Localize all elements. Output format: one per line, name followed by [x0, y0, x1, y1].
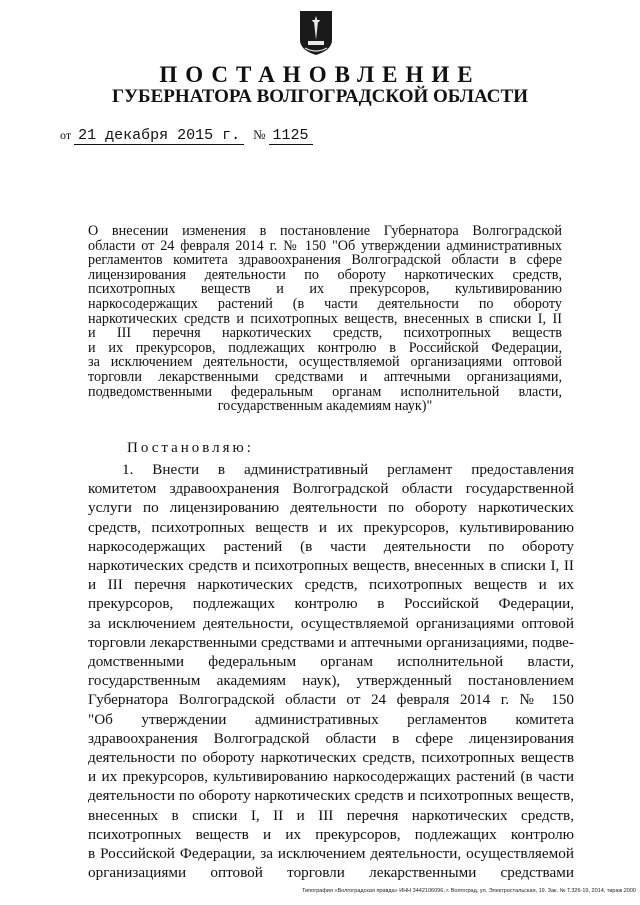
title-line: и их прекурсоров, подлежащих контролю в Российской Федерации, — [88, 339, 562, 356]
body-line: и III перечня наркотических средств, психотропных веществ и их — [88, 576, 574, 594]
title-line: психотропных веществ и их прекурсоров, культивированию — [88, 281, 562, 298]
body-line: услуги по лицензированию деятельности по обороту наркотических — [88, 499, 574, 517]
title-line: О внесении изменения в постановление Губернатора Волгоградской — [88, 223, 562, 239]
coat-of-arms-emblem-icon — [299, 10, 333, 56]
number-prefix: № — [253, 127, 266, 142]
printer-footer-note: Типография «Волгоградская правда» ИНН 3442106096, г. Волгоград, ул. Электростальская, 19. Зак. № Т.326-19, 2014, тираж 2000 — [302, 888, 636, 894]
document-title — [88, 224, 562, 414]
body-paragraph — [88, 460, 574, 882]
date-prefix: от — [60, 128, 72, 142]
title-line: и III перечня наркотических средств, психотропных веществ — [88, 325, 562, 342]
body-line: торговли лекарственными средствами и аптечными организациями, подве- — [88, 633, 574, 651]
title-line: регламентов комитета здравоохранения Волгоградской области в сфере — [88, 252, 562, 269]
body-line: и их прекурсоров, культивированию наркосодержащих растений (в части — [88, 768, 574, 786]
body-line: внесенных в списки I, II и III перечня наркотических средств, — [88, 806, 574, 824]
body-line: организациями оптовой торговли лекарственными средствами — [88, 864, 574, 882]
body-line: психотропных веществ и их прекурсоров, подлежащих контролю — [88, 825, 574, 843]
registration-line — [60, 127, 313, 145]
body-line: деятельности по обороту наркотических средств и психотропных веществ, — [88, 787, 574, 805]
body-line: средств, психотропных веществ и их прекурсоров, культивированию — [88, 518, 574, 536]
document-type-heading: ПОСТАНОВЛЕНИЕ — [159, 62, 481, 87]
body-line: за исключением деятельности, осуществляемой организациями оптовой — [88, 614, 574, 632]
title-line: наркотических средств и психотропных веществ, внесенных в списки I, II — [88, 310, 562, 327]
document-number: 1125 — [269, 127, 313, 145]
body-line: домственными федеральным органам исполнительной власти, — [88, 653, 574, 671]
body-line: 1. Внести в административный регламент предоставления — [122, 461, 574, 478]
title-line: государственным академиям наук)" — [217, 398, 433, 415]
document-date: 21 декабря 2015 г. — [74, 127, 244, 145]
document-issuer-heading: ГУБЕРНАТОРА ВОЛГОГРАДСКОЙ ОБЛАСТИ — [112, 86, 528, 107]
title-line: торговли лекарственными средствами и аптечными организациями, — [88, 368, 562, 385]
title-line: области от 24 февраля 2014 г. № 150 "Об утверждении административных — [88, 237, 562, 254]
body-line: наркосодержащих растений (в части деятельности по обороту — [88, 537, 574, 555]
body-line: в Российской Федерации, за исключением деятельности, осуществляемой — [88, 845, 574, 863]
body-line: деятельности по обороту наркотических средств, психотропных веществ — [88, 749, 574, 767]
body-line: комитетом здравоохранения Волгоградской области государственной — [88, 480, 574, 498]
title-line: за исключением деятельности, осуществляемой организациями оптовой — [88, 354, 562, 371]
body-line: Губернатора Волгоградской области от 24 февраля 2014 г. № 150 — [88, 691, 574, 709]
resolve-word: Постановляю: — [127, 440, 254, 456]
body-line: государственным академиям наук), утвержденный постановлением — [88, 672, 574, 690]
body-line: здравоохранения Волгоградской области в сфере лицензирования — [88, 729, 574, 747]
body-line: "Об утверждении административных регламентов комитета — [88, 710, 574, 728]
title-line: лицензирования деятельности по обороту наркотических средств, — [88, 266, 562, 283]
title-line: подведомственными федеральным органам исполнительной власти, — [88, 383, 562, 400]
body-line: наркотических средств и психотропных веществ, внесенных в списки I, II — [88, 557, 574, 575]
title-line: наркосодержащих растений (в части деятельности по обороту — [88, 295, 562, 312]
body-line: прекурсоров, подлежащих контролю в Российской Федерации, — [88, 595, 574, 613]
